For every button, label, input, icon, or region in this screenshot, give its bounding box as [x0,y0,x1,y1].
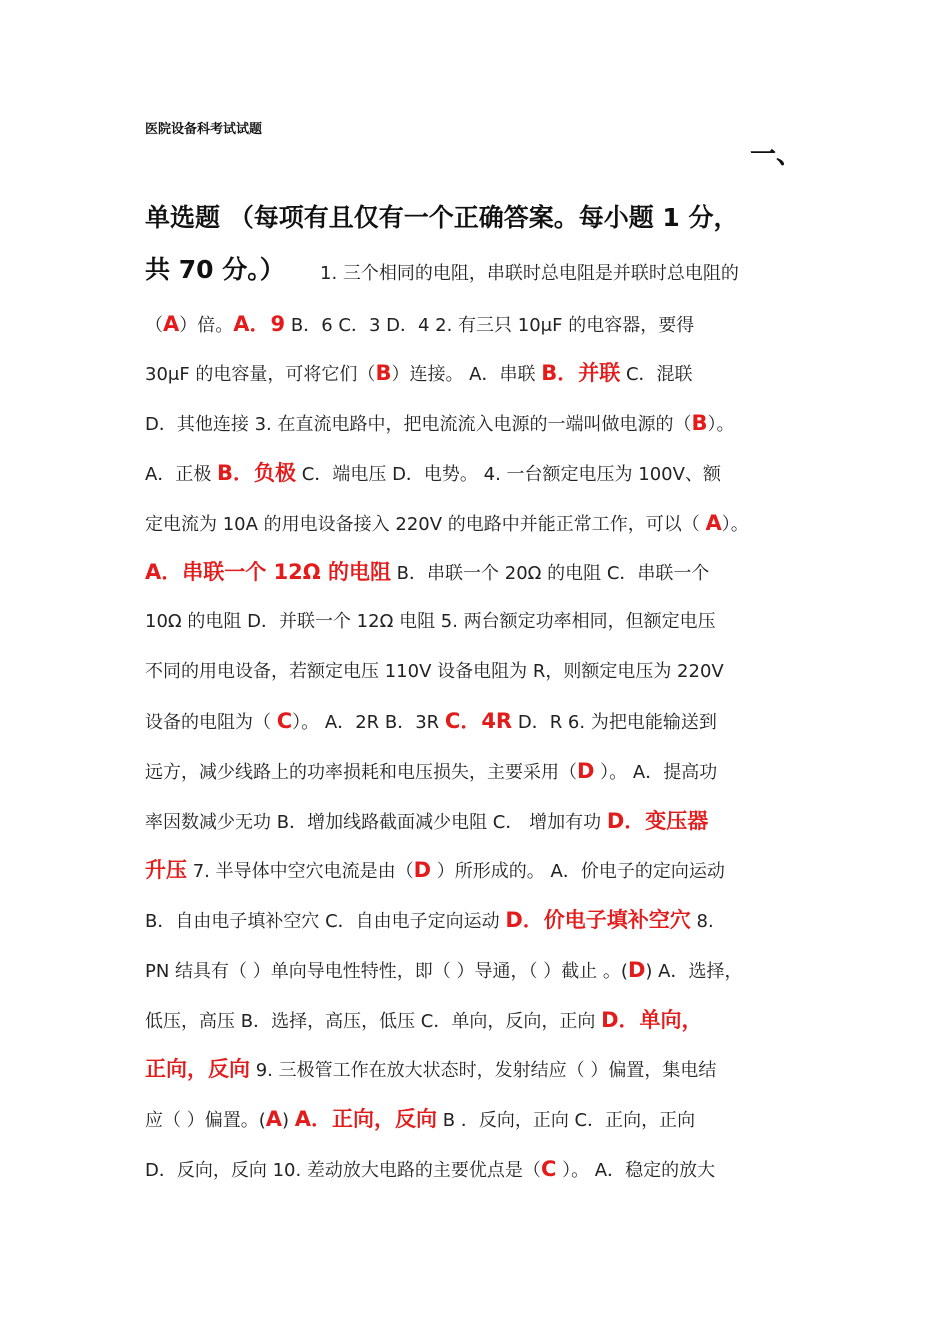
text-line [145,408,825,440]
question-segment: 不同的用电设备，若额定电压 110V 设备电阻为 R，则额定电压为 220V [145,661,724,682]
text-line [145,855,825,887]
answer-mark: B．并联 [541,361,621,385]
answer-mark: 正向，反向 [145,1057,250,1081]
question-segment: 远方，减少线路上的功率损耗和电压损失，主要采用（ [145,762,577,783]
text-line [145,1005,825,1037]
question-segment: ) [282,1110,295,1131]
question-segment: 30μF 的电容量，可将它们（ [145,364,376,385]
question-segment: PN 结具有（ ）单向导电性特性，即（ ）导通，（ ）截止 。( [145,961,628,982]
section-number: 一、 [750,140,803,170]
text-line [145,607,825,637]
question-segment: C．混联 [620,364,693,385]
text-line [145,905,825,937]
question-segment: 10Ω 的电阻 D．并联一个 12Ω 电阻 5. 两台额定功率相同，但额定电压 [145,611,716,632]
answer-mark: A [705,511,722,535]
question-segment: 8. [690,911,714,932]
question-segment: 定电流为 10A 的用电设备接入 220V 的电路中并能正常工作，可以（ [145,514,706,535]
section-heading-line-1: 单选题 （每项有且仅有一个正确答案。每小题 1 分， [145,203,739,232]
answer-mark: D [413,858,432,882]
text-line [320,259,950,289]
question-segment: ）。 A．稳定的放大 [556,1160,716,1181]
question-segment: 应（ ）偏置。( [145,1110,266,1131]
question-segment: 低压，高压 B．选择，高压，低压 C．单向，反向，正向 [145,1011,602,1032]
answer-mark: A．串联一个 12Ω 的电阻 [145,560,391,584]
answer-mark: A．9 [233,312,286,336]
question-segment: 率因数减少无功 B．增加线路截面减少电阻 C． 增加有功 [145,812,607,833]
text-line [145,756,825,788]
answer-mark: D．变压器 [606,809,709,833]
question-segment: ) A．选择， [645,961,743,982]
text-line [145,657,825,687]
text-line [145,955,825,987]
answer-mark: C．4R [444,709,513,733]
question-segment: D．反向，反向 10. 差动放大电路的主要优点是（ [145,1160,541,1181]
question-segment: ）倍。 [179,315,234,336]
text-line [145,1104,825,1136]
question-segment: C．端电压 D．电势。 4. 一台额定电压为 100V、额 [296,464,721,485]
answer-mark: C [276,709,293,733]
text-line [145,1054,825,1086]
question-segment: 设备的电阻为（ [145,712,277,733]
question-segment: ）。 A．2R B．3R [292,712,445,733]
answer-mark: A．正向，反向 [294,1107,438,1131]
question-segment: ）。 A．提高功 [594,762,718,783]
text-line [145,1154,825,1186]
answer-mark: A [265,1107,283,1131]
text-line [145,508,825,540]
question-segment: 9. 三极管工作在放大状态时，发射结应（ ）偏置，集电结 [250,1060,717,1081]
question-segment: D．R 6. 为把电能输送到 [512,712,717,733]
question-segment: D．其他连接 3. 在直流电路中，把电流流入电源的一端叫做电源的（ [145,414,692,435]
answer-mark: B [375,361,392,385]
question-segment: 7. 半导体中空穴电流是由（ [187,861,414,882]
text-line [145,358,825,390]
answer-mark: D [627,958,646,982]
answer-mark: B．负极 [217,461,297,485]
answer-mark: D [577,759,595,783]
document-title: 医院设备科考试试题 [145,122,263,137]
question-segment: 1. 三个相同的电阻，串联时总电阻是并联时总电阻的 [320,263,739,284]
answer-mark: D．价电子填补空穴 [505,908,691,932]
answer-mark: D．单向， [601,1008,703,1032]
question-segment: B．自由电子填补空穴 C．自由电子定向运动 [145,911,506,932]
question-segment: B ．反向，正向 C．正向，正向 [437,1110,696,1131]
answer-mark: B [691,411,708,435]
text-line [145,557,825,589]
answer-mark: 升压 [145,858,187,882]
question-segment: （ [145,315,163,336]
question-segment: ）。 [721,514,749,535]
answer-mark: C [540,1157,557,1181]
question-segment: ）连接。 A．串联 [391,364,542,385]
text-line [145,458,825,490]
section-heading-line-2: 共 70 分。） [145,255,285,284]
answer-mark: A [163,312,180,336]
text-line [145,806,825,838]
question-segment: B．串联一个 20Ω 的电阻 C．串联一个 [390,563,710,584]
question-segment: A．正极 [145,464,218,485]
question-segment: ）。 [707,414,735,435]
question-segment: ）所形成的。 A．价电子的定向运动 [431,861,725,882]
text-line [145,309,825,341]
question-segment: B．6 C．3 D．4 2. 有三只 10μF 的电容器，要得 [285,315,695,336]
text-line [145,706,825,738]
